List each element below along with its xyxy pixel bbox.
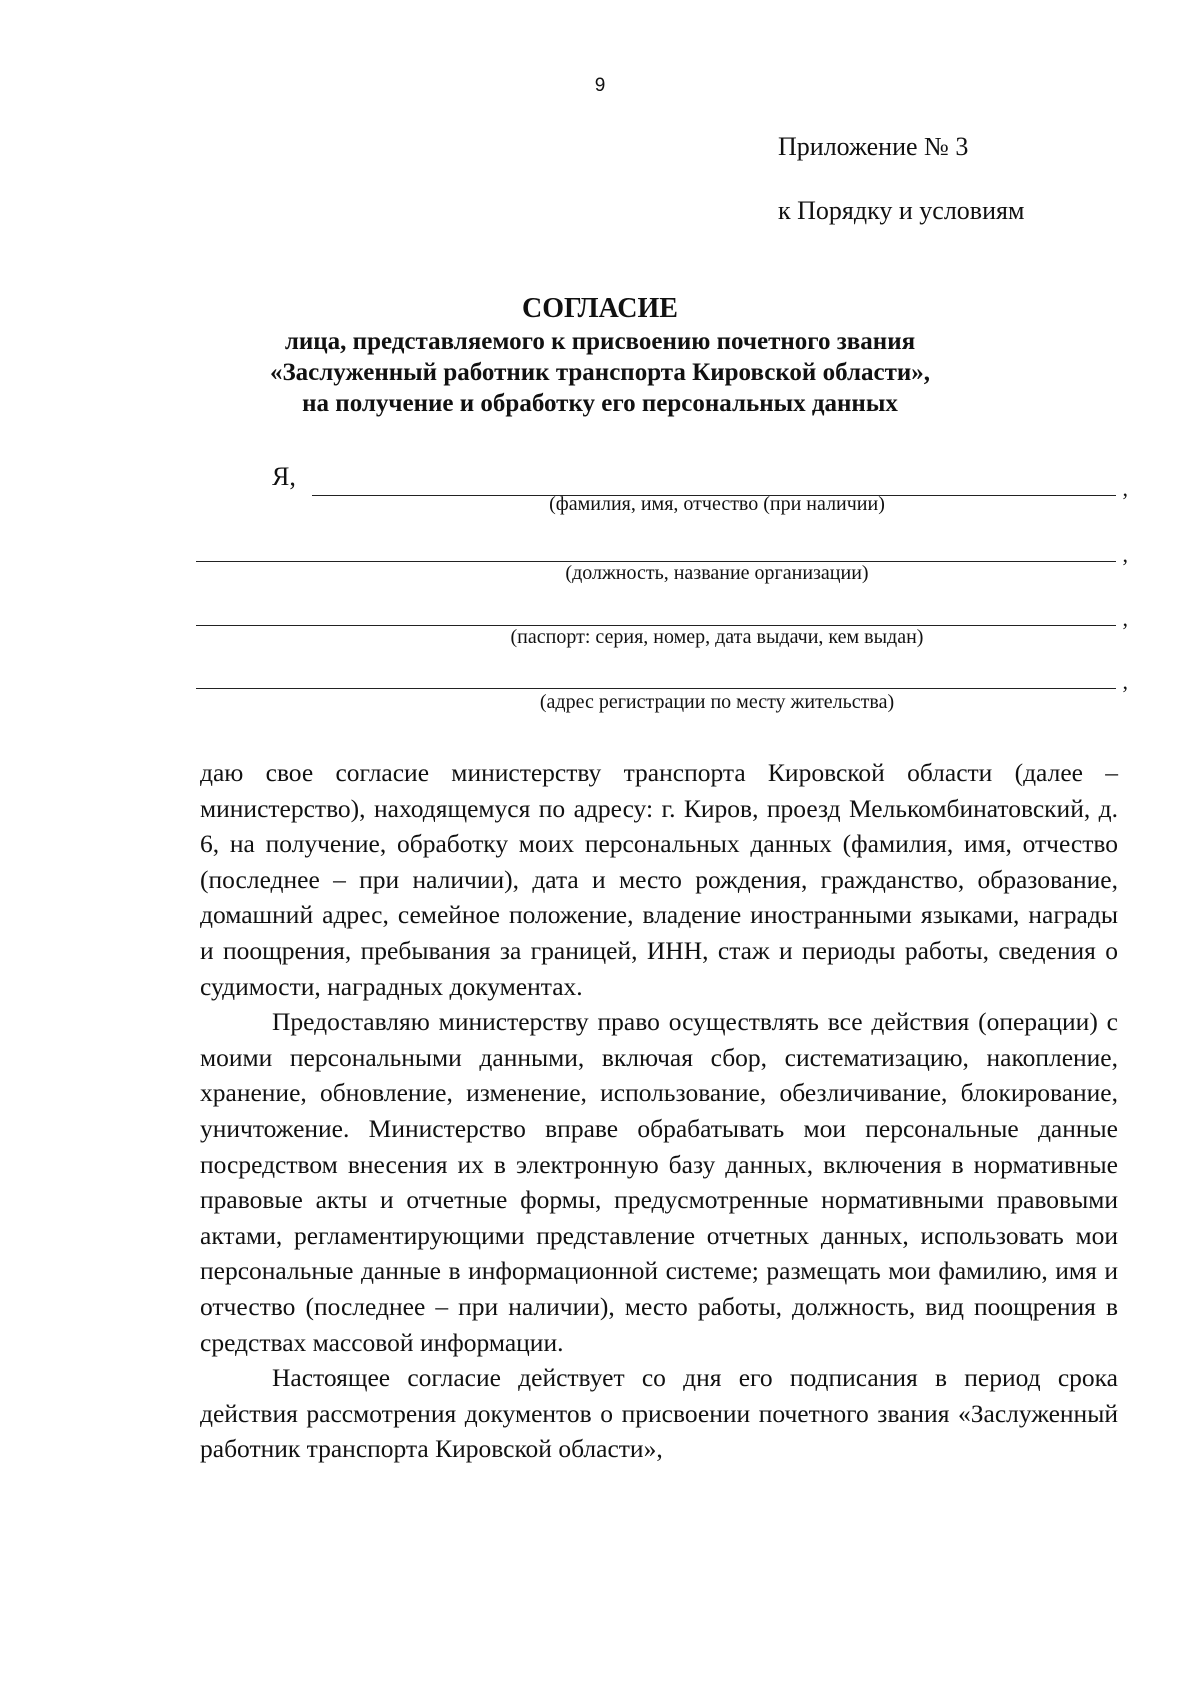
title-main: СОГЛАСИЕ: [522, 293, 678, 324]
paragraph-rights: Предоставляю министерству право осуществлять все действия (операции) с моими персональными данными, включая сбор, систематизацию, накопление, хранение, обновление, изменение, использование, обезличивание, блокирование, уничтожение. Министерство вправе обрабатывать мои персональные данные посредством внесения их в электронную базу данных, включения в нормативные правовые акты и отчетные формы, предусмотренные нормативными правовыми актами, регламентирующими представление отчетных данных, использовать мои персональные данные в информационной системе; размещать мои фамилию, имя и отчество (последнее – при наличии), место работы, должность, вид поощрения в средствах массовой информации.: [200, 1007, 1118, 1357]
title-line-2: «Заслуженный работник транспорта Кировской области»,: [269, 359, 931, 386]
document-title: [0, 292, 1200, 419]
appendix-reference: к Порядку и условиям: [778, 196, 1025, 225]
address-field-row: [196, 655, 1128, 695]
position-field-caption: (должность, название организации): [565, 562, 869, 584]
passport-field-caption: (паспорт: серия, номер, дата выдачи, кем выдан): [510, 626, 924, 648]
field-prefix: Я,: [272, 462, 296, 491]
field-comma: ,: [1122, 669, 1128, 694]
address-field-caption: (адрес регистрации по месту жительства): [539, 691, 895, 713]
field-comma: ,: [1122, 476, 1128, 501]
body-text: [200, 755, 1118, 1467]
paragraph-consent: даю свое согласие министерству транспорта Кировской области (далее – министерство), находящемуся по адресу: г. Киров, проезд Мелькомбинатовский, д. 6, на получение, обработку моих персональных данных (фамилия, имя, отчество (последнее – при наличии), дата и место рождения, гражданство, образование, домашний адрес, семейное положение, владение иностранными языками, награды и поощрения, пребывания за границей, ИНН, стаж и периоды работы, сведения о судимости, наградных документах.: [200, 758, 1118, 1001]
address-field-line[interactable]: [196, 688, 1116, 689]
title-line-1: лица, представляемого к присвоению почетного звания: [284, 328, 916, 355]
field-comma: ,: [1122, 606, 1128, 631]
page-number: 9: [594, 75, 606, 96]
name-field-caption: (фамилия, имя, отчество (при наличии): [549, 493, 885, 515]
appendix-number: Приложение № 3: [778, 132, 969, 161]
paragraph-validity: Настоящее согласие действует со дня его подписания в период срока действия рассмотрения документов о присвоении почетного звания «Заслуженный работник транспорта Кировской области»,: [200, 1363, 1118, 1464]
title-line-3: на получение и обработку его персональных данных: [302, 390, 898, 417]
field-comma: ,: [1122, 542, 1128, 567]
